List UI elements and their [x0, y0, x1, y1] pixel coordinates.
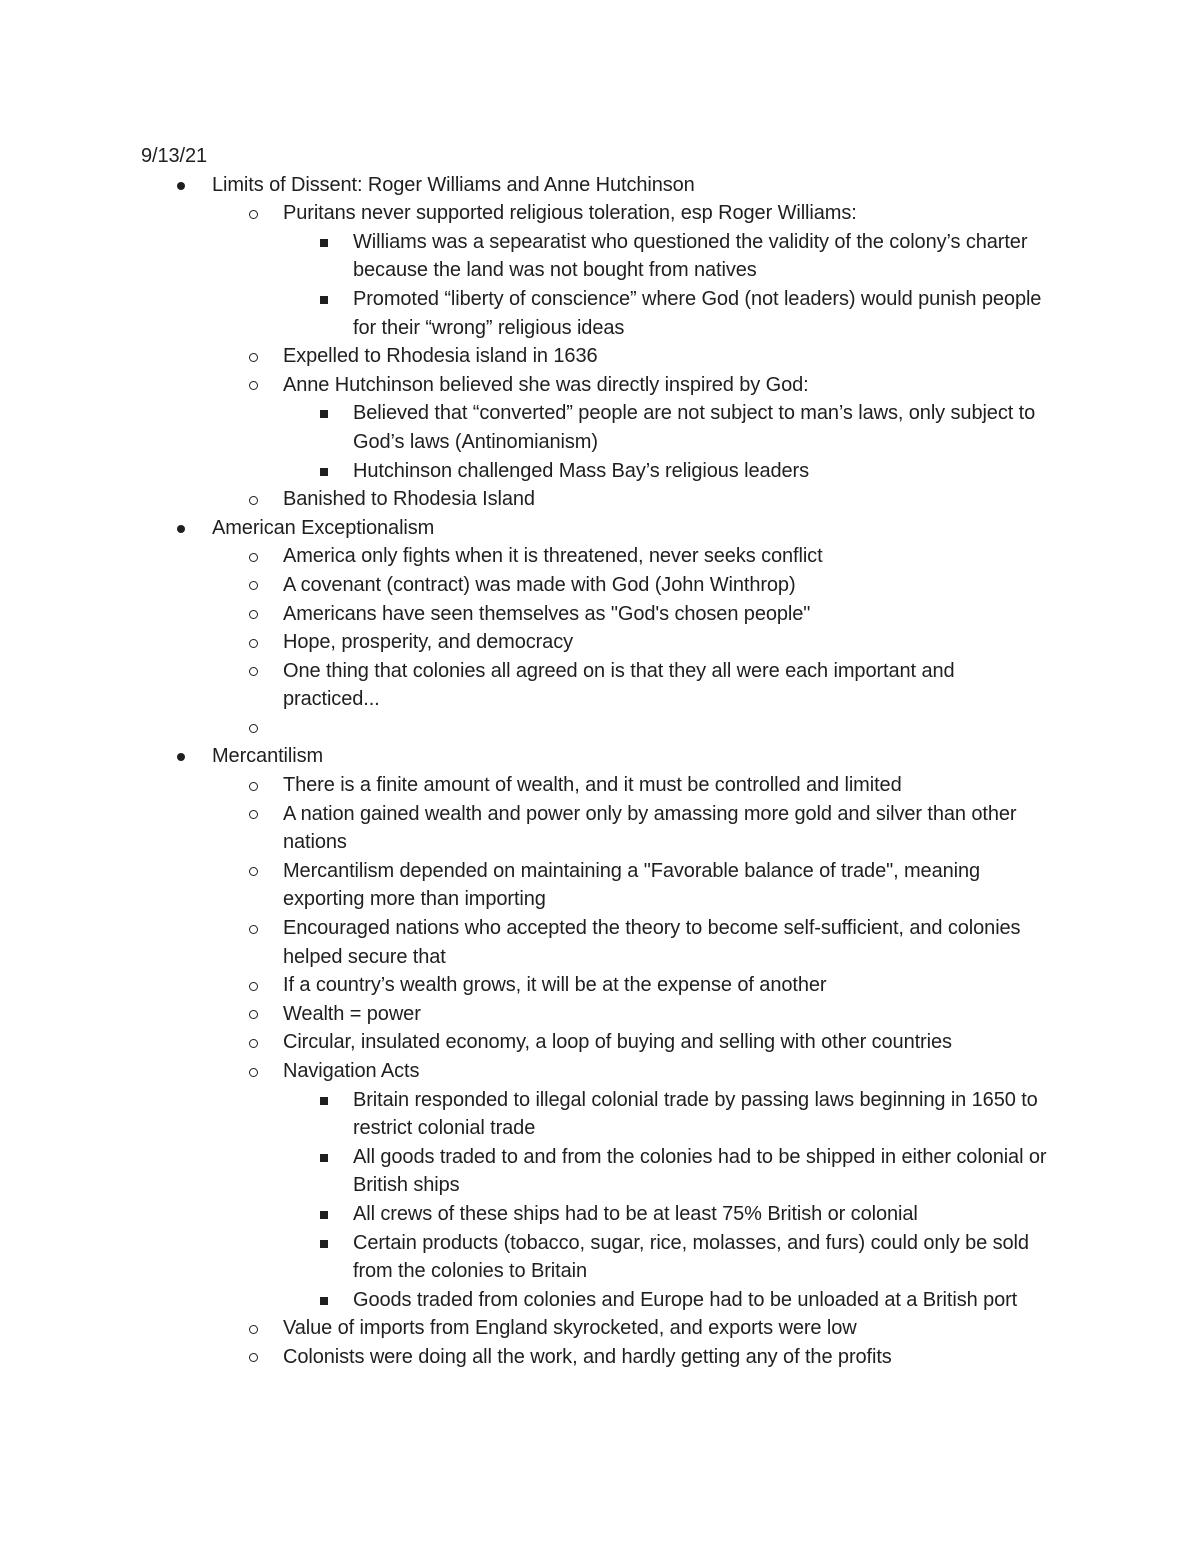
outline-item-level-1: [283, 571, 1053, 600]
outline-item-text: Anne Hutchinson believed she was directly inspired by God:: [283, 373, 809, 396]
filled-square-bullet-icon: [320, 1154, 328, 1162]
hollow-circle-bullet-icon: [249, 553, 258, 562]
outline-item-text: America only fights when it is threatened, never seeks conflict: [283, 545, 823, 568]
outline-item-text: Limits of Dissent: Roger Williams and Anne Hutchinson: [212, 173, 695, 196]
outline-item-text: Wealth = power: [283, 1002, 421, 1025]
outline-item-text: Americans have seen themselves as "God's chosen people": [283, 602, 811, 625]
outline-item-level-1: [283, 542, 1053, 571]
outline-item-text: Circular, insulated economy, a loop of buying and selling with other countries: [283, 1031, 952, 1054]
hollow-circle-bullet-icon: [249, 381, 258, 390]
hollow-circle-bullet-icon: [249, 867, 258, 876]
outline-item-level-2: [353, 228, 1053, 285]
filled-square-bullet-icon: [320, 1211, 328, 1219]
outline-item-level-1: [283, 971, 1053, 1000]
outline-item-text: American Exceptionalism: [212, 516, 435, 539]
outline-item-level-2: [353, 1229, 1053, 1286]
outline-item-level-1: [283, 371, 1053, 400]
outline-item-level-0: [212, 514, 1042, 543]
outline-item-level-1: [283, 1000, 1053, 1029]
outline-item-level-2: [353, 1143, 1053, 1200]
hollow-circle-bullet-icon: [249, 1325, 258, 1334]
filled-circle-bullet-icon: [177, 753, 185, 761]
outline-item-text: If a country’s wealth grows, it will be at the expense of another: [283, 974, 827, 997]
outline-item-text: Believed that “converted” people are not subject to man’s laws, only subject to God’s laws (Antinomianism): [353, 402, 1036, 453]
filled-square-bullet-icon: [320, 468, 328, 476]
outline-item-level-1: [283, 628, 1053, 657]
outline-item-level-1: [283, 857, 1053, 914]
outline-item-text: Goods traded from colonies and Europe had to be unloaded at a British port: [353, 1288, 1018, 1311]
outline-item-text: A covenant (contract) was made with God (John Winthrop): [283, 573, 796, 596]
outline-item-text: Encouraged nations who accepted the theory to become self-sufficient, and colonies helped secure that: [283, 917, 1021, 968]
outline-item-level-2: [353, 1200, 1053, 1229]
outline-item-level-1: [283, 1343, 1053, 1372]
outline-item-text: Expelled to Rhodesia island in 1636: [283, 345, 598, 368]
outline-item-text: Navigation Acts: [283, 1060, 420, 1082]
filled-square-bullet-icon: [320, 239, 328, 247]
filled-square-bullet-icon: [320, 1097, 328, 1105]
outline-item-text: Value of imports from England skyrocketed, and exports were low: [283, 1317, 857, 1340]
outline-item-text: All crews of these ships had to be at least 75% British or colonial: [353, 1202, 918, 1225]
outline-item-level-1: [283, 914, 1053, 971]
outline-item-level-1: [283, 600, 1053, 629]
outline-item-level-1: [283, 1028, 1053, 1057]
outline-item-text: Williams was a sepearatist who questioned the validity of the colony’s charter because the land was not bought from natives: [353, 230, 1028, 282]
outline-item-level-1: [283, 657, 1053, 714]
outline-item-level-2: [353, 1286, 1053, 1315]
filled-square-bullet-icon: [320, 1240, 328, 1248]
hollow-circle-bullet-icon: [249, 1068, 258, 1077]
outline-item-text: One thing that colonies all agreed on is that they all were each important and practiced...: [283, 659, 955, 711]
hollow-circle-bullet-icon: [249, 639, 258, 648]
hollow-circle-bullet-icon: [249, 782, 258, 791]
filled-square-bullet-icon: [320, 296, 328, 304]
outline-item-text: Banished to Rhodesia Island: [283, 488, 535, 511]
hollow-circle-bullet-icon: [249, 982, 258, 991]
hollow-circle-bullet-icon: [249, 581, 258, 590]
outline-item-level-1: [283, 800, 1053, 857]
outline-item-text: Puritans never supported religious toleration, esp Roger Williams:: [283, 202, 857, 225]
outline-item-text: There is a finite amount of wealth, and it must be controlled and limited: [283, 774, 902, 797]
outline-item-level-1: [283, 714, 1053, 743]
outline-item-text: Certain products (tobacco, sugar, rice, molasses, and furs) could only be sold from the colonies to Britain: [353, 1231, 1029, 1283]
outline-item-level-2: [353, 457, 1053, 486]
filled-square-bullet-icon: [320, 1297, 328, 1305]
outline-item-level-1: [283, 1314, 1053, 1343]
filled-circle-bullet-icon: [177, 182, 185, 190]
outline-item-text: Hope, prosperity, and democracy: [283, 631, 574, 654]
outline-item-text: Hutchinson challenged Mass Bay’s religious leaders: [353, 459, 809, 482]
hollow-circle-bullet-icon: [249, 1353, 258, 1362]
outline-item-text: Britain responded to illegal colonial trade by passing laws beginning in 1650 to restrict colonial trade: [353, 1088, 1038, 1140]
hollow-circle-bullet-icon: [249, 1039, 258, 1048]
note-date: 9/13/21: [141, 145, 208, 167]
outline-item-text: All goods traded to and from the colonies had to be shipped in either colonial or British ships: [353, 1145, 1047, 1197]
outline-item-level-0: [212, 171, 1042, 200]
outline-item-level-1: [283, 1057, 1053, 1086]
outline-item-level-1: [283, 485, 1053, 514]
hollow-circle-bullet-icon: [249, 610, 258, 619]
hollow-circle-bullet-icon: [249, 353, 258, 362]
outline-item-level-1: [283, 342, 1053, 371]
outline-item-level-1: [283, 771, 1053, 800]
outline-item-level-2: [353, 1086, 1053, 1143]
outline-item-text: Mercantilism: [212, 745, 324, 768]
outline-item-text: Promoted “liberty of conscience” where God (not leaders) would punish people for their “wrong” religious ideas: [353, 287, 1042, 339]
hollow-circle-bullet-icon: [249, 1010, 258, 1019]
outline-item-text: [283, 714, 1053, 743]
outline-item-text: Mercantilism depended on maintaining a "Favorable balance of trade", meaning exporting more than importing: [283, 859, 981, 911]
hollow-circle-bullet-icon: [249, 925, 258, 934]
outline-item-text: Colonists were doing all the work, and hardly getting any of the profits: [283, 1345, 892, 1368]
hollow-circle-bullet-icon: [249, 496, 258, 505]
outline-item-level-1: [283, 199, 1053, 228]
outline-item-level-2: [353, 399, 1053, 456]
hollow-circle-bullet-icon: [249, 667, 258, 676]
hollow-circle-bullet-icon: [249, 724, 258, 733]
filled-square-bullet-icon: [320, 410, 328, 418]
hollow-circle-bullet-icon: [249, 210, 258, 219]
hollow-circle-bullet-icon: [249, 810, 258, 819]
outline-item-level-2: [353, 285, 1053, 342]
filled-circle-bullet-icon: [177, 525, 185, 533]
outline-item-text: A nation gained wealth and power only by amassing more gold and silver than other nations: [283, 802, 1017, 854]
bullet-outline: [0, 171, 1200, 1372]
outline-item-level-0: [212, 742, 1042, 771]
